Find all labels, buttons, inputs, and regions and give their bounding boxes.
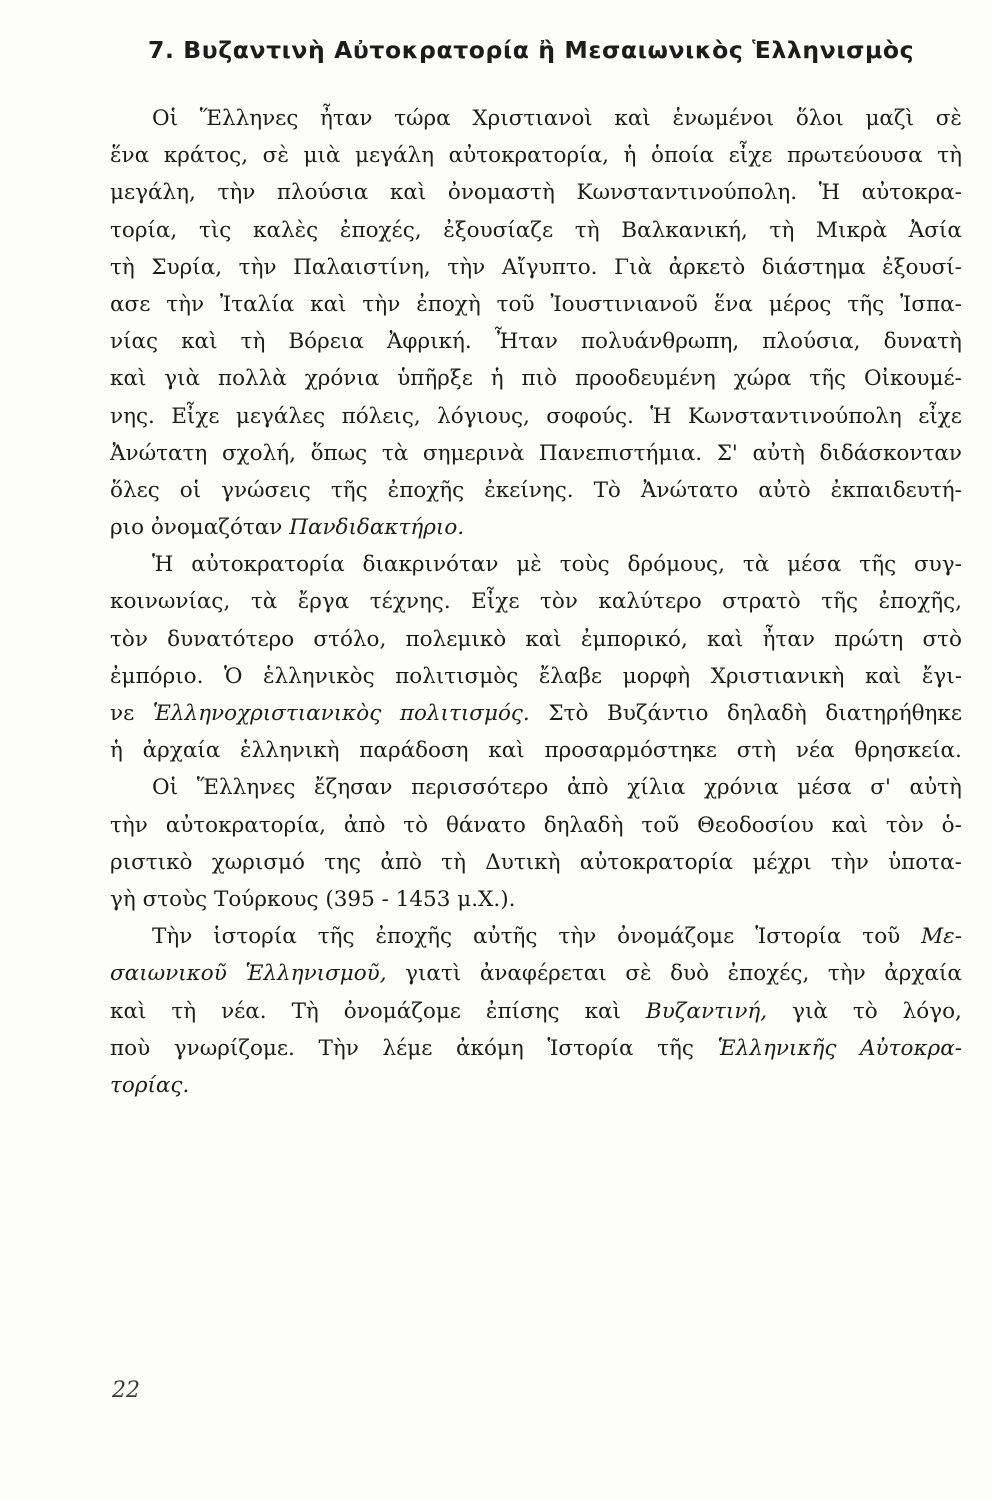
text-line xyxy=(110,993,962,1030)
text-line xyxy=(110,583,962,620)
word: τὴν xyxy=(110,812,148,838)
word: προσαρμόστηκε xyxy=(544,738,717,764)
word: Τὸ xyxy=(593,477,621,503)
word: χρόνια xyxy=(304,366,380,392)
word: Ἱστορία xyxy=(547,1035,634,1061)
text-span: ριο ὀνομαζόταν xyxy=(110,515,290,541)
word: πιὸ xyxy=(521,366,558,392)
word: καὶ xyxy=(864,663,902,689)
word: της xyxy=(324,849,362,875)
word: σοφούς. xyxy=(546,403,634,429)
word: πλούσια, xyxy=(762,329,861,355)
word: αὐτὴ xyxy=(752,440,805,466)
word: τῆς xyxy=(821,589,859,615)
word: ασε xyxy=(110,291,151,317)
word: τὰ xyxy=(381,440,409,466)
word: τοῦ xyxy=(496,291,535,317)
word: αὐτοκρατορία, xyxy=(165,812,326,838)
word: μαζὶ xyxy=(865,106,915,131)
text-line xyxy=(110,881,962,918)
word: Ὁ xyxy=(223,663,243,689)
word: Σ' xyxy=(716,440,738,466)
word: τέχνης. xyxy=(369,589,451,615)
word: τὴ xyxy=(937,143,962,169)
word: χωρισμό xyxy=(211,849,305,875)
word: αὐτῆς xyxy=(472,924,538,950)
word: νέα. xyxy=(221,998,267,1024)
word: μέσα xyxy=(797,775,852,801)
word: ἀκόμη xyxy=(455,1035,524,1061)
word: ἔλαβε xyxy=(538,663,603,689)
word: Στὸ xyxy=(548,701,589,726)
word: Τὴ xyxy=(291,998,319,1024)
word: πρωτεύουσα xyxy=(786,143,923,169)
word: ποὺ xyxy=(110,1035,151,1061)
word: Χριστιανικὴ xyxy=(710,663,845,689)
word: Ἰουστινιανοῦ xyxy=(550,291,698,317)
word: μεγάλη, xyxy=(110,180,196,206)
word: τοὺς xyxy=(559,552,610,578)
word: ἐμπορικό, xyxy=(580,626,688,652)
word: ὀνομάζομε xyxy=(617,924,735,950)
word: στὴ xyxy=(736,738,777,764)
word: μέρος xyxy=(768,291,832,317)
word: καὶ xyxy=(310,291,347,317)
word: καλὲς xyxy=(253,217,319,243)
word: ἀρχαία xyxy=(142,738,221,764)
word: νης. xyxy=(110,403,155,429)
word: ἐκπαιδευτή- xyxy=(830,477,962,503)
word: Με- xyxy=(921,924,962,950)
word: Ἑλληνοχριστιανικὸς xyxy=(152,701,382,726)
text-line xyxy=(110,137,962,174)
word: πλούσια xyxy=(276,180,369,206)
word: Αὐτοκρα- xyxy=(860,1035,962,1061)
word: ἐξουσίαζε xyxy=(443,217,554,243)
text-line xyxy=(110,360,962,397)
word: μέχρι xyxy=(752,849,812,875)
word: ἱστορία xyxy=(213,924,297,950)
word: Μικρὰ xyxy=(816,217,888,243)
text-line xyxy=(110,621,962,658)
word: διάστημα xyxy=(761,254,866,280)
word: γιατὶ xyxy=(405,961,462,987)
word: τὴ xyxy=(441,849,466,875)
word: Ἰταλία xyxy=(220,291,295,317)
word: ὅλες xyxy=(110,477,160,503)
word: τὴν xyxy=(827,961,866,987)
word: ἀναφέρεται xyxy=(479,961,607,987)
word: Αἴγυπτο. xyxy=(501,254,598,280)
word: αὐτὸ xyxy=(758,477,811,503)
word: ὀνομάζομε xyxy=(343,998,461,1024)
word: ἐποχῆς, xyxy=(878,589,962,615)
word: Πανεπιστήμια. xyxy=(538,440,703,466)
word: χρόνια xyxy=(703,775,779,801)
word: ὅπως xyxy=(310,440,368,466)
word: τὴ xyxy=(574,217,600,243)
word: ἐποχῆς xyxy=(387,477,465,503)
word: Κωνσταντινούπολη. xyxy=(576,180,798,206)
word: τὴν xyxy=(362,291,401,317)
word: ἐποχὴ xyxy=(416,291,481,317)
word: Ἕλληνες xyxy=(199,106,299,131)
word: δηλαδὴ xyxy=(543,812,624,838)
word: πόλεις, xyxy=(341,403,421,429)
word: Κωνσταντινούπολη xyxy=(687,403,902,429)
word: καλύτερο xyxy=(598,589,702,615)
word: ἐπίσης xyxy=(485,998,560,1024)
word: ἀπὸ xyxy=(380,849,422,875)
word: θρησκεία. xyxy=(854,738,962,764)
word: γιὰ xyxy=(792,998,828,1024)
word: ἐποχές, xyxy=(727,961,810,987)
word: Βόρεια xyxy=(288,329,364,355)
word: διδάσκονταν xyxy=(819,440,962,466)
word: Δυτικὴ xyxy=(485,849,561,875)
word: αὐτοκρα- xyxy=(861,180,962,206)
word: δρόμους, xyxy=(627,552,725,578)
word: καὶ xyxy=(614,106,651,131)
word: σὲ xyxy=(625,961,652,987)
word: ἦταν xyxy=(762,626,815,652)
text-span: γὴ στοὺς Τούρκους (395 - 1453 μ.Χ.). xyxy=(110,886,516,912)
word: αὐτοκρατορία xyxy=(579,849,734,875)
word: τὴ xyxy=(110,254,135,280)
word: Ἡ xyxy=(650,403,672,429)
word: εἶχε xyxy=(728,143,773,169)
word: Βυζάντιο xyxy=(607,701,709,726)
text-line xyxy=(110,658,962,695)
word: Ἰσπα- xyxy=(900,291,962,317)
word: τὰ xyxy=(250,589,278,615)
word: σ' xyxy=(870,775,891,801)
italic-phrase: Πανδιδακτήριο. xyxy=(289,515,465,541)
word: στρατὸ xyxy=(722,589,801,615)
word: τῆς xyxy=(859,552,897,578)
text-line xyxy=(110,249,962,286)
word: Ἡ xyxy=(818,180,841,206)
word: σὲ xyxy=(262,143,289,169)
word: τὴ xyxy=(171,998,197,1024)
word: σαιωνικοῦ xyxy=(110,961,227,987)
word: μιὰ xyxy=(303,143,341,169)
word: τῆς xyxy=(847,291,885,317)
word: μὲ xyxy=(516,552,542,578)
italic-phrase: τορίας. xyxy=(110,1072,190,1098)
word: πολυάνθρωπη, xyxy=(580,329,740,355)
word: τῆς xyxy=(657,1035,694,1061)
word: ἦταν xyxy=(320,106,373,131)
word: καὶ xyxy=(389,180,427,206)
body-text xyxy=(110,100,962,1104)
text-line xyxy=(110,1030,962,1067)
word: σχολή, xyxy=(221,440,296,466)
word: τορία, xyxy=(110,217,178,243)
word: αὐτοκρατορία, xyxy=(448,143,609,169)
word: καὶ xyxy=(525,626,562,652)
word: ἡ xyxy=(110,738,123,764)
word: λόγιους, xyxy=(437,403,530,429)
word: αὐτοκρατορία xyxy=(191,552,345,578)
word: τὶς xyxy=(198,217,232,243)
word: σημερινὰ xyxy=(422,440,525,466)
word: τὸ xyxy=(852,998,878,1024)
word: Ἡ xyxy=(152,552,174,578)
word: κοινωνίας, xyxy=(110,589,231,615)
word: Ἀφρική. xyxy=(386,329,472,355)
word: λέμε xyxy=(382,1035,433,1061)
word: δυνατότερο xyxy=(167,626,295,652)
word: Ἑλληνικῆς xyxy=(717,1035,837,1061)
word: Ἦταν xyxy=(494,329,558,355)
word: δηλαδὴ xyxy=(727,701,807,726)
text-line xyxy=(110,546,962,583)
text-line xyxy=(110,100,962,137)
word: ἐμπόριο. xyxy=(110,663,204,689)
word: καὶ xyxy=(707,626,744,652)
text-line xyxy=(110,918,962,955)
word: ὁ- xyxy=(941,812,962,838)
word: τὴν xyxy=(217,180,256,206)
word: Ἑλληνισμοῦ, xyxy=(245,961,387,987)
word: τὸ xyxy=(403,812,429,838)
word: γνωρίζομε. xyxy=(173,1035,295,1061)
word: συγ- xyxy=(914,552,962,578)
word: τὴν xyxy=(558,924,597,950)
text-line xyxy=(110,212,962,249)
word: οἱ xyxy=(179,477,202,503)
text-line xyxy=(110,844,962,881)
text-line xyxy=(110,509,962,546)
word: καὶ xyxy=(181,329,218,355)
word: τὴν xyxy=(166,291,205,317)
word: ἐξουσί- xyxy=(882,254,962,280)
word: ἐκείνης. xyxy=(484,477,574,503)
word: Ἱστορία xyxy=(755,924,842,950)
word: παράδοση xyxy=(359,738,469,764)
word: ἔργα xyxy=(297,589,350,615)
word: Τὴν xyxy=(152,924,193,950)
word: τὸν xyxy=(539,589,578,615)
text-line xyxy=(110,695,962,732)
word: ἐποχές, xyxy=(339,217,422,243)
word: τὴν xyxy=(447,254,486,280)
word: Οἰκουμέ- xyxy=(863,366,962,392)
chapter-title: 7. Βυζαντινὴ Αὐτοκρατορία ἢ Μεσαιωνικὸς Ἑλληνισμὸς xyxy=(148,36,915,64)
word: νε xyxy=(110,701,135,726)
word: πρώτη xyxy=(834,626,904,652)
word: μεγάλες xyxy=(235,403,326,429)
word: ἑλληνικὸς xyxy=(263,663,375,689)
word: θάνατο xyxy=(445,812,526,838)
word: τὰ xyxy=(742,552,770,578)
word: Βυζαντινή, xyxy=(645,998,768,1024)
word: αὐτὴ xyxy=(909,775,962,801)
word: Οἱ xyxy=(152,106,179,131)
text-line xyxy=(110,398,962,435)
word: μορφὴ xyxy=(622,663,691,689)
word: ἀρκετὸ xyxy=(668,254,746,280)
text-line xyxy=(110,769,962,806)
text-line xyxy=(110,732,962,769)
word: τοῦ xyxy=(862,924,901,950)
word: Ἀνώτατο xyxy=(640,477,739,503)
word: γιὰ xyxy=(164,366,201,392)
word: ὑποτα- xyxy=(888,849,962,875)
word: τώρα xyxy=(394,106,451,131)
word: μεγάλη xyxy=(355,143,435,169)
word: τὴν xyxy=(830,849,869,875)
text-line xyxy=(110,472,962,509)
word: καὶ xyxy=(831,812,869,838)
word: στὸ xyxy=(922,626,962,652)
word: τὸν xyxy=(885,812,924,838)
word: σὲ xyxy=(935,106,962,131)
word: χίλια xyxy=(627,775,686,801)
text-line xyxy=(110,435,962,472)
word: προοδευμένη xyxy=(574,366,716,392)
word: Ἕλληνες xyxy=(196,775,296,801)
word: ἔγι- xyxy=(921,663,962,689)
word: τῆς xyxy=(330,477,368,503)
word: κράτος, xyxy=(163,143,249,169)
word: ριστικὸ xyxy=(110,849,193,875)
word: ἀπὸ xyxy=(567,775,609,801)
text-line xyxy=(110,286,962,323)
word: διακρινόταν xyxy=(362,552,499,578)
text-line xyxy=(110,807,962,844)
word: πολιτισμός. xyxy=(399,701,530,726)
word: ὅλοι xyxy=(795,106,844,131)
word: στόλο, xyxy=(313,626,387,652)
word: ἡ xyxy=(623,143,637,169)
word: νέα xyxy=(795,738,835,764)
word: Παλαιστίνη, xyxy=(293,254,431,280)
word: Ἀνώτατη xyxy=(110,440,208,466)
word: ἀπὸ xyxy=(343,812,386,838)
word: ἕνα xyxy=(110,143,150,169)
word: τὴν xyxy=(238,254,277,280)
text-line xyxy=(110,955,962,992)
word: τὸν xyxy=(110,626,148,652)
word: καὶ xyxy=(584,998,621,1024)
word: Τὴν xyxy=(318,1035,359,1061)
word: καὶ xyxy=(488,738,525,764)
word: νίας xyxy=(110,329,159,355)
page-number: 22 xyxy=(112,1378,140,1403)
word: ὁποία xyxy=(651,143,715,169)
word: Γιὰ xyxy=(614,254,652,280)
word: καὶ xyxy=(110,998,147,1024)
word: λόγο, xyxy=(902,998,962,1024)
word: καὶ xyxy=(110,366,147,392)
word: τῆς xyxy=(809,366,847,392)
word: τοῦ xyxy=(641,812,680,838)
text-line xyxy=(110,323,962,360)
word: Βαλκανική, xyxy=(621,217,748,243)
word: Εἶχε xyxy=(171,403,220,429)
word: ἡ xyxy=(490,366,504,392)
word: ἑνωμένοι xyxy=(672,106,775,131)
word: ἑλληνικὴ xyxy=(240,738,340,764)
word: μέσα xyxy=(787,552,842,578)
word: τὴ xyxy=(769,217,795,243)
word: δυὸ xyxy=(670,961,710,987)
word: Χριστιανοὶ xyxy=(472,106,593,131)
word: Ἀσία xyxy=(908,217,962,243)
word: Συρία, xyxy=(151,254,223,280)
word: διατηρήθηκε xyxy=(825,701,962,726)
text-line xyxy=(110,1067,962,1104)
word: ὀνομαστὴ xyxy=(447,180,555,206)
word: πολεμικὸ xyxy=(405,626,507,652)
word: χώρα xyxy=(733,366,792,392)
word: Οἱ xyxy=(152,775,179,801)
word: εἶχε xyxy=(918,403,962,429)
word: περισσότερο xyxy=(411,775,549,801)
word: ἕνα xyxy=(713,291,753,317)
word: τῆς xyxy=(317,924,355,950)
word: γνώσεις xyxy=(221,477,311,503)
word: πολλὰ xyxy=(217,366,287,392)
word: τὴ xyxy=(240,329,266,355)
word: δυνατὴ xyxy=(883,329,962,355)
word: ἀρχαία xyxy=(884,961,962,987)
word: ἔζησαν xyxy=(314,775,393,801)
text-line xyxy=(110,174,962,211)
word: Θεοδοσίου xyxy=(697,812,814,838)
word: ἐποχῆς xyxy=(375,924,453,950)
word: ὑπῆρξε xyxy=(397,366,473,392)
word: Εἶχε xyxy=(471,589,520,615)
word: πολιτισμὸς xyxy=(395,663,519,689)
